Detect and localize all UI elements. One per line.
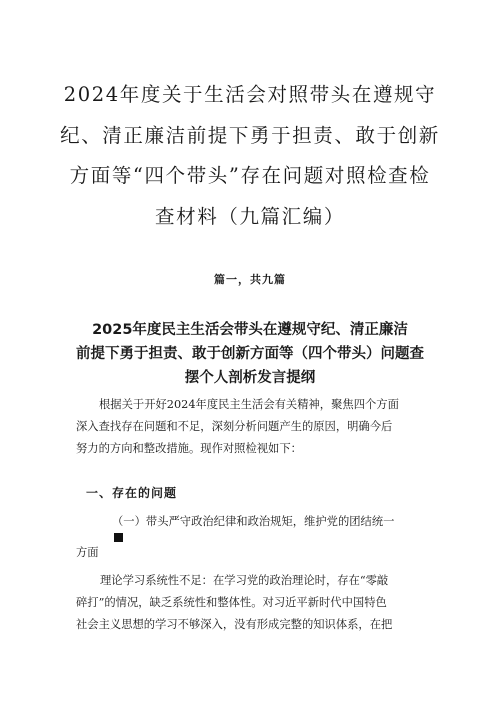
section-title [60,318,440,390]
paragraph-line: 社会主义思想的学习不够深入，没有形成完整的知识体系，在把 [76,618,393,631]
section-heading: 一、存在的问题 [86,486,178,500]
square-bullet-icon [114,533,123,542]
paragraph-line: 碎打”的情况，缺乏系统性和整体性。对习近平新时代中国特色 [76,596,387,609]
chapter-label: 篇一，共九篇 [214,273,286,286]
title-line: 纪、清正廉洁前提下勇于担责、敢于创新 [60,123,440,147]
title-line: 查材料（九篇汇编） [155,204,345,228]
document-title [60,75,440,237]
section-title-line: 2025年度民主生活会带头在遵规守纪、清正廉洁 [92,322,408,339]
paragraph-line: 努力的方向和整改措施。现作对照检视如下： [76,442,302,455]
title-line: 2024年度关于生活会对照带头在遵规守 [63,83,437,107]
paragraph-line [76,511,436,542]
section-title-line: 摆个人剖析发言提纲 [184,370,316,387]
subsection-heading [76,511,436,564]
paragraph-line: 理论学习系统性不足：在学习党的政治理论时，存在“零敲 [100,574,389,587]
paragraph-line: 根据关于开好2024年度民主生活会有关精神，聚焦四个方面 [99,398,399,411]
subsection-text: （一）带头严守政治纪律和政治规矩，维护党的团结统一 [112,515,395,528]
intro-paragraph [76,394,436,460]
title-line: 方面等“四个带头”存在问题对照检查检 [69,164,431,188]
paragraph-line: 方面 [76,546,99,559]
body-paragraph [76,570,436,636]
paragraph-line: 深入查找存在问题和不足，深刻分析问题产生的原因，明确今后 [76,420,393,433]
section-title-line: 前提下勇于担责、敢于创新方面等（四个带头）问题查 [76,346,424,363]
